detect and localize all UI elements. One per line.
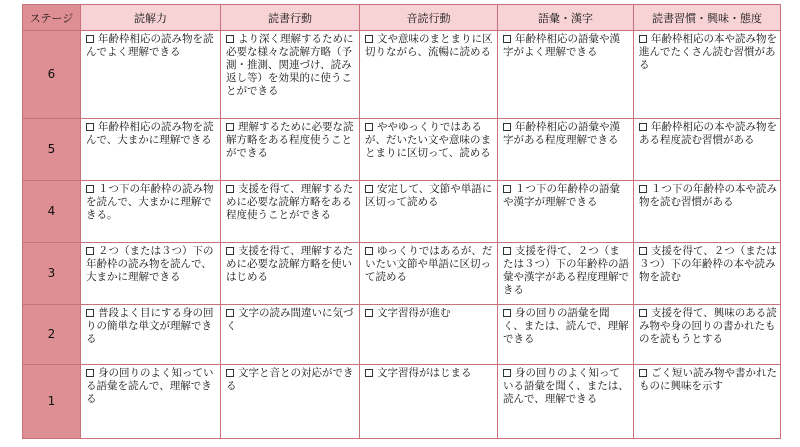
- cell-text: ややゆっくりではあるが、だいたい文や意味のまとまりに区切って、読める: [365, 121, 491, 159]
- checkbox[interactable]: [86, 35, 94, 43]
- cell-text: １つ下の年齢枠の本や読み物を読む習慣がある: [639, 183, 777, 208]
- table-row: [23, 243, 781, 305]
- table-cell: [221, 365, 360, 439]
- cell-text: 年齢枠相応の読み物を読んでよく理解できる: [86, 33, 214, 58]
- checkbox[interactable]: [365, 369, 373, 377]
- cell-text: 支援を得て、理解するために必要な読解方略を使いはじめる: [226, 245, 354, 283]
- cell-text: より深く理解するために必要な様々な読解方略（予測・推測、関連づけ、読み返し等）を効果的に使うことができる: [226, 33, 354, 97]
- checkbox[interactable]: [503, 247, 511, 255]
- table-cell: [81, 243, 221, 305]
- table-cell: [221, 181, 360, 243]
- checkbox[interactable]: [365, 185, 373, 193]
- table-cell: [81, 305, 221, 365]
- checkbox[interactable]: [226, 247, 234, 255]
- cell-text: 安定して、文節や単語に区切って読める: [365, 183, 493, 208]
- checkbox[interactable]: [365, 309, 373, 317]
- checkbox[interactable]: [503, 185, 511, 193]
- cell-text: ごく短い読み物や書かれたものに興味を示す: [639, 367, 777, 392]
- cell-text: 文字の読み間違いに気づく: [226, 307, 354, 332]
- table-cell: [498, 119, 634, 181]
- cell-text: 普段よく目にする身の回りの簡単な単文が理解できる: [86, 307, 214, 345]
- header-vocabulary-kanji: 語彙・漢字: [498, 5, 634, 31]
- cell-text: 支援を得て、理解するために必要な読解方略をある程度使うことができる: [226, 183, 354, 221]
- table-cell: [81, 119, 221, 181]
- cell-text: 文字習得が進む: [377, 307, 451, 319]
- stage-cell: 3: [23, 243, 81, 305]
- cell-text: 文や意味のまとまりに区切りながら、流暢に読める: [365, 33, 493, 58]
- header-row: [23, 5, 781, 31]
- table-cell: [634, 31, 781, 119]
- cell-text: 支援を得て、２つ（または３つ）下の年齢枠の本や読み物を読む: [639, 245, 777, 283]
- cell-text: 年齢枠相応の語彙や漢字がよく理解できる: [503, 33, 620, 58]
- cell-text: 年齢枠相応の読み物を読んで、大まかに理解できる: [86, 121, 214, 146]
- table-cell: [360, 119, 498, 181]
- checkbox[interactable]: [639, 185, 647, 193]
- cell-text: ゆっくりではあるが、だいたい文節や単語に区切って読める: [365, 245, 493, 283]
- table-cell: [221, 119, 360, 181]
- table-cell: [634, 181, 781, 243]
- cell-text: １つ下の年齢枠の語彙や漢字が理解できる: [503, 183, 620, 208]
- checkbox[interactable]: [86, 369, 94, 377]
- checkbox[interactable]: [503, 369, 511, 377]
- table-cell: [498, 243, 634, 305]
- cell-text: 支援を得て、２つ（または３つ）下の年齢枠の語彙や漢字がある程度理解できる: [503, 245, 629, 296]
- cell-text: 文字習得がはじまる: [377, 367, 472, 379]
- table-cell: [634, 119, 781, 181]
- header-oral-reading: 音読行動: [360, 5, 498, 31]
- cell-text: 年齢枠相応の本や読み物をある程度読む習慣がある: [639, 121, 777, 146]
- stage-cell: 4: [23, 181, 81, 243]
- table-row: [23, 31, 781, 119]
- checkbox[interactable]: [503, 35, 511, 43]
- checkbox[interactable]: [86, 309, 94, 317]
- table-row: [23, 305, 781, 365]
- header-stage: ステージ: [23, 5, 81, 31]
- checkbox[interactable]: [639, 123, 647, 131]
- table-cell: [634, 365, 781, 439]
- reading-stage-rubric-table: [22, 4, 781, 439]
- cell-text: 支援を得て、興味のある読み物や身の回りの書かれたものを読もうとする: [639, 307, 777, 345]
- table-cell: [360, 243, 498, 305]
- cell-text: 文字と音との対応ができる: [226, 367, 354, 392]
- checkbox[interactable]: [503, 123, 511, 131]
- table-cell: [221, 243, 360, 305]
- table-row: [23, 365, 781, 439]
- header-reading-habits: 読書習慣・興味・態度: [634, 5, 781, 31]
- header-reading-behavior: 読書行動: [221, 5, 360, 31]
- table-cell: [360, 365, 498, 439]
- table-cell: [221, 305, 360, 365]
- checkbox[interactable]: [226, 35, 234, 43]
- checkbox[interactable]: [86, 247, 94, 255]
- checkbox[interactable]: [365, 247, 373, 255]
- checkbox[interactable]: [639, 309, 647, 317]
- table-cell: [498, 305, 634, 365]
- checkbox[interactable]: [639, 369, 647, 377]
- table-cell: [498, 31, 634, 119]
- cell-text: 身の回りの語彙を聞く、または、読んで、理解できる: [503, 307, 629, 345]
- checkbox[interactable]: [226, 123, 234, 131]
- table-cell: [360, 31, 498, 119]
- checkbox[interactable]: [86, 185, 94, 193]
- cell-text: 理解するために必要な読解方略をある程度使うことができる: [226, 121, 354, 159]
- cell-text: ２つ（または３つ）下の年齢枠の読み物を読んで、大まかに理解できる: [86, 245, 214, 283]
- checkbox[interactable]: [226, 309, 234, 317]
- header-reading-comprehension: 読解力: [81, 5, 221, 31]
- checkbox[interactable]: [639, 247, 647, 255]
- checkbox[interactable]: [226, 369, 234, 377]
- table-cell: [498, 181, 634, 243]
- cell-text: １つ下の年齢枠の読み物を読んで、大まかに理解できる。: [86, 183, 214, 221]
- cell-text: 年齢枠相応の語彙や漢字がある程度理解できる: [503, 121, 620, 146]
- stage-cell: 6: [23, 31, 81, 119]
- stage-cell: 1: [23, 365, 81, 439]
- checkbox[interactable]: [226, 185, 234, 193]
- stage-cell: 2: [23, 305, 81, 365]
- cell-text: 身の回りのよく知っている語彙を読んで、理解できる: [86, 367, 214, 405]
- rubric-container: [22, 4, 781, 439]
- cell-text: 年齢枠相応の本や読み物を進んでたくさん読む習慣がある: [639, 33, 777, 71]
- table-row: [23, 181, 781, 243]
- checkbox[interactable]: [365, 35, 373, 43]
- table-cell: [81, 365, 221, 439]
- table-cell: [81, 31, 221, 119]
- checkbox[interactable]: [365, 123, 373, 131]
- checkbox[interactable]: [86, 123, 94, 131]
- table-cell: [81, 181, 221, 243]
- checkbox[interactable]: [639, 35, 647, 43]
- table-cell: [221, 31, 360, 119]
- checkbox[interactable]: [503, 309, 511, 317]
- table-cell: [634, 305, 781, 365]
- table-cell: [634, 243, 781, 305]
- cell-text: 身の回りのよく知っている語彙を聞く、または、読んで、理解できる: [503, 367, 629, 405]
- table-cell: [360, 181, 498, 243]
- table-cell: [360, 305, 498, 365]
- stage-cell: 5: [23, 119, 81, 181]
- table-row: [23, 119, 781, 181]
- table-cell: [498, 365, 634, 439]
